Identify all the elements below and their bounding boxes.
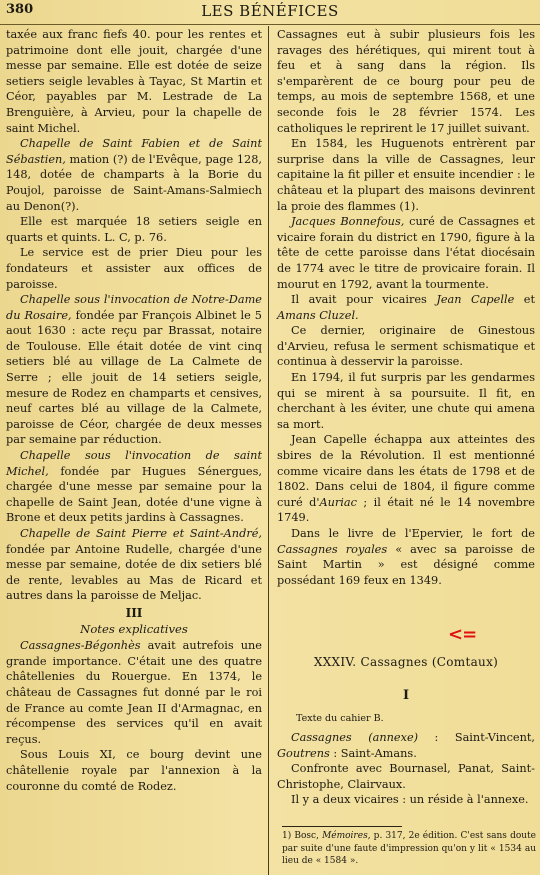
left-paragraph-9: Sous Louis XI, ce bourg devint une châtellenie royale par l'annexion à la couronne du comté de Rodez. [6, 748, 262, 793]
paragraph-text: avait autrefois une grande importance. C'était une des quatre châtellenies du Rouergue. En 1374, le château de Cassagnes fut donné par le roi de France au comte Jean II d'Armagnac, en récompense des services qu'il en avait reçus. [6, 639, 262, 746]
chapel-title: Chapelle sous l'invocation de Notre-Dame du Rosaire, [6, 293, 262, 322]
left-paragraph-6 [6, 448, 262, 526]
right-paragraph-8 [277, 526, 535, 588]
place-name: Cassagnes (annexe) [291, 731, 419, 744]
paragraph-text: fondée par Hugues Sénergues, chargée d'une messe par semaine pour la chapelle de Saint Jean, dotée d'une vigne à Brone et deux petits jardins à Cassagnes. [6, 464, 262, 525]
paragraph-text: Jean Capelle échappa aux atteintes des sbires de la Révolution. Il est mentionné comme vicaire dans les états de 1798 et de 1802. Dans celui de 1804, il figure comme curé d' [277, 433, 535, 509]
right-paragraph-3 [277, 214, 535, 292]
right-paragraph-10: Confronte avec Bournasel, Panat, Saint-Christophe, Clairvaux. [277, 762, 535, 791]
footnote-text: , p. 317, 2e édition. C'est sans doute par suite d'une faute d'impression qu'on y lit « 1534 au lieu de « 1584 ». [282, 831, 536, 866]
right-paragraph-7 [277, 432, 535, 526]
place-name: Cassagnes royales [277, 542, 388, 556]
paragraph-text: fondée par Antoine Rudelle, chargée d'une messe par semaine, dotée de dix setiers blé de rente, levables au Mas de Ricard et autres dans la paroisse de Meljac. [6, 542, 262, 603]
paragraph-text: mation (?) de l'Evêque, page 128, 148, dotée de champarts à la Borie du Poujol, paroisse de Saint-Amans-Salmiech au Denon(?). [6, 152, 262, 213]
person-name: Jacques Bonnefous, [291, 215, 405, 229]
chapter-title: XXXIV. Cassagnes (Comtaux) [313, 655, 499, 669]
running-title: LES BÉNÉFICES [201, 2, 339, 20]
place-name: Auriac [319, 495, 357, 509]
right-paragraph-4 [277, 292, 535, 323]
chapel-title: Chapelle de Saint Pierre et Saint-André, [20, 527, 262, 540]
paragraph-text: et [514, 293, 535, 307]
right-paragraph-2: En 1584, les Huguenots entrèrent par surprise dans la ville de Cassagnes, leur capitaine la fit piller et ensuite incendier : le château et la plupart des maisons devinrent la proie des flammes (1). [277, 137, 535, 213]
right-column [277, 27, 535, 588]
paragraph-text: curé de Cassagnes et vicaire forain du district en 1790, figure à la tête de cette paroisse dans l'état diocésain de 1774 avec le titre de provicaire forain. Il mourut en 1792, avant la tourmente. [277, 215, 535, 291]
red-arrow-annotation: <= [448, 624, 477, 645]
left-paragraph-7 [6, 526, 262, 604]
right-paragraph-9 [277, 730, 535, 761]
paragraph-text: fondée par François Albinet le 5 aout 1630 : acte reçu par Brassat, notaire de Toulouse. Elle était dotée de vint cinq setiers blé au village de La Calmete de Serre ; elle jouit de 14 setiers seigle, mesure de Rodez en champarts et censives, neuf cartes blé au village de la Calmete, paroisse de Céor, chargée de deux messes par semaine par réduction. [6, 308, 262, 447]
column-divider [268, 26, 269, 875]
right-paragraph-6: En 1794, il fut surpris par les gendarmes qui se mirent à sa poursuite. Il fit, en cherchant à les éviter, une chute qui amena sa mort. [277, 371, 535, 431]
right-paragraph-5: Ce dernier, originaire de Ginestous d'Arvieu, refusa le serment schismatique et continua à desservir la paroisse. [277, 324, 535, 369]
footnote-rule [282, 826, 402, 827]
paragraph-text: : Saint-Vincent, [418, 731, 536, 744]
person-name: Jean Capelle [436, 293, 515, 307]
right-paragraph-11: Il y a deux vicaires : un réside à l'annexe. [291, 793, 529, 807]
footnote-citation: Mémoires [322, 831, 368, 841]
footnote-text: 1) Bosc, [282, 831, 323, 841]
paragraph-text: Dans le livre de l'Epervier, le fort de [291, 527, 535, 540]
left-paragraph-5 [6, 292, 262, 448]
right-paragraph-1: Cassagnes eut à subir plusieurs fois les ravages des hérétiques, qui mirent tout à feu et à sang dans la région. Ils s'emparèrent de ce bourg pour peu de temps, au mois de septembre 1568, et une seconde fois le 28 février 1574. Les catholiques le reprirent le 17 juillet suivant. [277, 28, 535, 135]
person-name: Amans Cluzel. [277, 308, 359, 322]
place-name: Cassagnes-Bégonhès [20, 639, 141, 653]
right-column-lower [277, 730, 535, 808]
place-name: Goutrens [277, 746, 330, 760]
section-heading: Notes explicatives [80, 621, 188, 636]
paragraph-text: : Saint-Amans. [329, 746, 417, 760]
paragraph-text: Il avait pour vicaires [291, 293, 437, 307]
left-column [6, 27, 262, 794]
left-paragraph-1: taxée aux franc fiefs 40. pour les rentes et patrimoine dont elle jouit, chargée d'une messe par semaine. Elle est dotée de seize setiers seigle levables à Tayac, St Martin et Céor, payables par M. Lestrade de La Brenguière, à Arvieu, pour la chapelle de saint Michel. [6, 28, 262, 135]
paragraph-text: « avec sa paroisse de Saint Martin » est désigné comme possédant 169 feux en 1349. [277, 542, 535, 587]
left-paragraph-8 [6, 638, 262, 747]
page-header [0, 0, 540, 25]
chapter-section-number: I [402, 688, 410, 703]
source-label: Texte du cahier B. [296, 713, 384, 724]
left-paragraph-3: Elle est marquée 18 setiers seigle en quarts et quints. L. C, p. 76. [6, 215, 262, 244]
page-number: 380 [6, 2, 34, 17]
footnote [282, 830, 536, 868]
section-number: III [125, 605, 143, 620]
paragraph-text: ; il était né le 14 novembre 1749. [277, 495, 535, 525]
left-paragraph-2 [6, 136, 262, 214]
chapel-title: Chapelle de Saint Fabien et de Saint Sébastien, [6, 137, 262, 166]
chapel-title: Chapelle sous l'invocation de saint Michel, [6, 449, 262, 478]
left-paragraph-4: Le service est de prier Dieu pour les fondateurs et assister aux offices de paroisse. [6, 246, 262, 291]
